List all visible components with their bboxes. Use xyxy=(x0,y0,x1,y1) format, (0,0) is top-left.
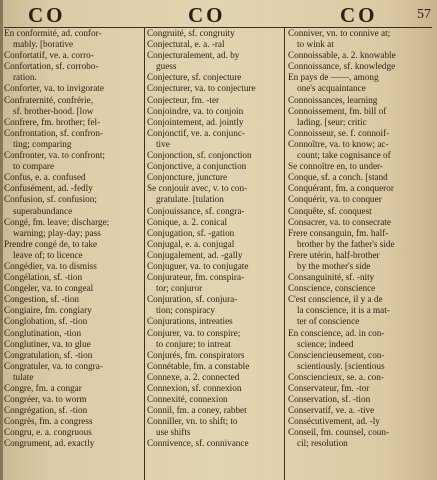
entry-line: Congé, fm. leave; discharge; xyxy=(4,216,110,227)
running-head-center: CO xyxy=(188,3,226,27)
entry-line: ting; comparing xyxy=(13,138,72,149)
entry-line: Congrès, fm. a congress xyxy=(4,416,93,427)
entry-line: Conque, sf. a conch. [stand xyxy=(288,172,388,183)
entry-line: Connexité, connexion xyxy=(147,394,228,405)
entry-line: Conjugalement, ad. -gally xyxy=(147,249,243,260)
entry-line: En pays de ——, among xyxy=(288,72,379,83)
entry-line: Congre, fm. a congar xyxy=(4,383,82,393)
entry-line: Congrégation, sf. -tion xyxy=(4,405,88,416)
entry-line: Conjurateur, fm. conspira- xyxy=(147,272,245,283)
entry-line: Connoissance, sf. knowledge xyxy=(288,61,396,72)
entry-line: tulate xyxy=(13,371,34,382)
column-right xyxy=(288,28,433,480)
entry-line: Connoissances, learning xyxy=(288,94,378,105)
entry-line: Congélation, sf. -tion xyxy=(4,272,83,283)
entry-line: Conservation, sf. -tion xyxy=(288,394,371,405)
entry-line: Connoître, va. to know; ac- xyxy=(288,138,389,149)
entry-line: Conjonction, sf. conjonction xyxy=(147,150,252,161)
entry-line: mably. [borative xyxy=(13,39,74,50)
column-middle xyxy=(147,28,281,480)
entry-line: Congruité, sf. congruity xyxy=(147,28,235,38)
entry-line: Conscience, conscience xyxy=(288,283,376,294)
entry-line: Congiaire, fm. congiary xyxy=(4,305,92,316)
entry-line: Conjugation, sf. -gation xyxy=(147,227,235,238)
entry-line: Confraternité, confrérie, xyxy=(4,94,94,105)
entry-line: warning; play-day; pass xyxy=(13,227,101,238)
entry-line: Conquérir, va. to conquer xyxy=(288,194,382,205)
entry-line: Congréer, va. to worm xyxy=(4,394,87,405)
entry-line: Conjurés, fm. conspirators xyxy=(147,349,245,360)
page-header xyxy=(0,4,437,26)
entry-line: Frere utérin, half-brother xyxy=(288,249,380,260)
entry-line: by the mother's side xyxy=(297,260,371,271)
entry-line: la conscience, it is a mat- xyxy=(297,305,390,316)
entry-line: Congestion, sf. -tion xyxy=(4,294,80,305)
entry-line: Conglobation, sf. -tion xyxy=(4,316,88,327)
entry-line: use shifts xyxy=(156,427,191,438)
entry-line: Congratulation, sf. -tion xyxy=(4,349,93,360)
entry-line: leave of; to licence xyxy=(13,249,83,260)
entry-line: Prendre congé de, to take xyxy=(4,238,98,249)
entry-line: Conservatif, ve. a. -tive xyxy=(288,405,375,416)
entry-line: tion; conspiracy xyxy=(156,305,215,316)
entry-line: Conjurer, va. to conspire; xyxy=(147,327,241,338)
entry-line: Conservateur, fm. -tor xyxy=(288,383,370,393)
entry-line: scientiously. [scientious xyxy=(297,360,385,371)
entry-line: Se conjouir avec, v. to con- xyxy=(147,183,248,194)
entry-line: En conscience, ad. in con- xyxy=(288,327,385,338)
entry-line: Conjonctive, a conjunction xyxy=(147,161,247,172)
entry-line: one's acquaintance xyxy=(297,83,366,94)
entry-line: Confusion, sf. confusion; xyxy=(4,194,97,205)
entry-line: Connexe, a. 2. connected xyxy=(147,371,240,382)
entry-line: Confrere, fm. brother; fel- xyxy=(4,116,101,127)
entry-line: Conniver, vn. to connive at; xyxy=(288,28,391,38)
entry-line: ter of conscience xyxy=(297,316,360,327)
entry-line: cil; resolution xyxy=(297,438,348,449)
entry-line: science; indeed xyxy=(297,338,354,349)
entry-line: Conquérant, fm. a conqueror xyxy=(288,183,394,194)
running-head-right: CO xyxy=(340,3,378,27)
entry-line: Congédier, va. to dismiss xyxy=(4,260,97,271)
entry-line: Conglutination, -tion xyxy=(4,327,82,338)
entry-line: Frere consanguin, fm. half- xyxy=(288,227,389,238)
entry-line: Conjoindre, va. to conjoin xyxy=(147,105,244,116)
entry-line: C'est conscience, il y a de xyxy=(288,294,383,305)
entry-line: Conjonctif, ve. a. conjunc- xyxy=(147,127,245,138)
entry-line: Congru, e. a. congruous xyxy=(4,427,92,438)
entry-line: tor; conjuror xyxy=(156,283,203,294)
entry-line: gratulate. [tulation xyxy=(156,194,224,205)
entry-line: Connoisseur, se. f. connoif- xyxy=(288,127,390,138)
entry-line: superabundance xyxy=(13,205,73,216)
entry-line: sf. brother-hood. [low xyxy=(13,105,94,116)
entry-line: Conjuguer, va. to conjugate xyxy=(147,260,249,271)
page-number: 57 xyxy=(417,7,431,22)
entry-line: Conjecturalement, ad. by xyxy=(147,50,240,61)
entry-line: Conforter, va. to invigorate xyxy=(4,83,104,94)
column-divider-2 xyxy=(284,27,285,480)
entry-line: Se connoître en, to under- xyxy=(288,161,383,172)
entry-line: Connétable, fm. a constable xyxy=(147,360,250,371)
entry-line: to wink at xyxy=(297,39,334,50)
entry-line: Confrontation, sf. confron- xyxy=(4,127,103,138)
running-head-left: CO xyxy=(28,3,66,27)
entry-line: Congratuler, va. to congra- xyxy=(4,360,103,371)
entry-line: Consacrer, va. to consecrate xyxy=(288,216,391,227)
entry-line: Connexion, sf. connexion xyxy=(147,383,242,393)
entry-line: Confortation, sf. corrobo- xyxy=(4,61,99,72)
entry-line: Conique, a. 2. conical xyxy=(147,216,228,227)
entry-line: Conjecture, sf. conjecture xyxy=(147,72,242,83)
entry-line: brother by the father's side xyxy=(297,238,395,249)
column-left xyxy=(4,28,141,480)
entry-line: Conseil, fm. counsel, coun- xyxy=(288,427,390,438)
entry-line: Conjugal, e. a. conjugal xyxy=(147,238,235,249)
entry-line: Conniller, vn. to shift; to xyxy=(147,416,238,427)
entry-line: Consanguinité, sf. -nity xyxy=(288,272,375,283)
binding-gutter xyxy=(0,0,3,480)
entry-line: Conjouissance, sf. congra- xyxy=(147,205,245,216)
entry-line: Conjectural, e. a. -ral xyxy=(147,39,225,50)
entry-line: Consciencieusement, con- xyxy=(288,349,385,360)
entry-line: tive xyxy=(156,138,170,149)
entry-line: Conglutiner, va. to glue xyxy=(4,338,91,349)
entry-line: lading. [seur; critic xyxy=(297,116,367,127)
entry-line: Congeler, va. to congeal xyxy=(4,283,94,294)
entry-line: Confusément, ad. -fedly xyxy=(4,183,93,194)
entry-line: Congrument, ad. exactly xyxy=(4,438,95,449)
entry-line: Connil, fm. a coney, rabbet xyxy=(147,405,247,416)
entry-line: Conjecturer, va. to conjecture xyxy=(147,83,256,94)
entry-line: Conjecteur, fm. -ter xyxy=(147,94,220,105)
entry-line: Conjoncture, juncture xyxy=(147,172,228,183)
entry-line: Conjointement, ad. jointly xyxy=(147,116,244,127)
entry-line: to conjure; to intreat xyxy=(156,338,231,349)
entry-line: Confus, e. a. confused xyxy=(4,172,86,183)
entry-line: Conjurations, intreaties xyxy=(147,316,233,327)
entry-line: ration. xyxy=(13,72,37,83)
entry-line: Confortatif, ve. a. corro- xyxy=(4,50,94,61)
entry-line: count; take cognisance of xyxy=(297,150,391,161)
entry-line: Connoissement, fm. bill of xyxy=(288,105,387,116)
column-divider-1 xyxy=(144,27,145,480)
entry-line: Conquête, sf. conquest xyxy=(288,205,372,216)
entry-line: Consciencieux, se. a. con- xyxy=(288,371,384,382)
entry-line: Confronter, va. to confront; xyxy=(4,150,105,161)
entry-line: guess xyxy=(156,61,177,72)
entry-line: Conjuration, sf. conjura- xyxy=(147,294,238,305)
entry-line: En conformité, ad. confor- xyxy=(4,28,102,38)
entry-line: Connoissable, a. 2. knowable xyxy=(288,50,396,61)
entry-line: Connivence, sf. connivance xyxy=(147,438,249,449)
entry-line: Consécutivement, ad. -ly xyxy=(288,416,380,427)
entry-line: to compare xyxy=(13,161,55,172)
